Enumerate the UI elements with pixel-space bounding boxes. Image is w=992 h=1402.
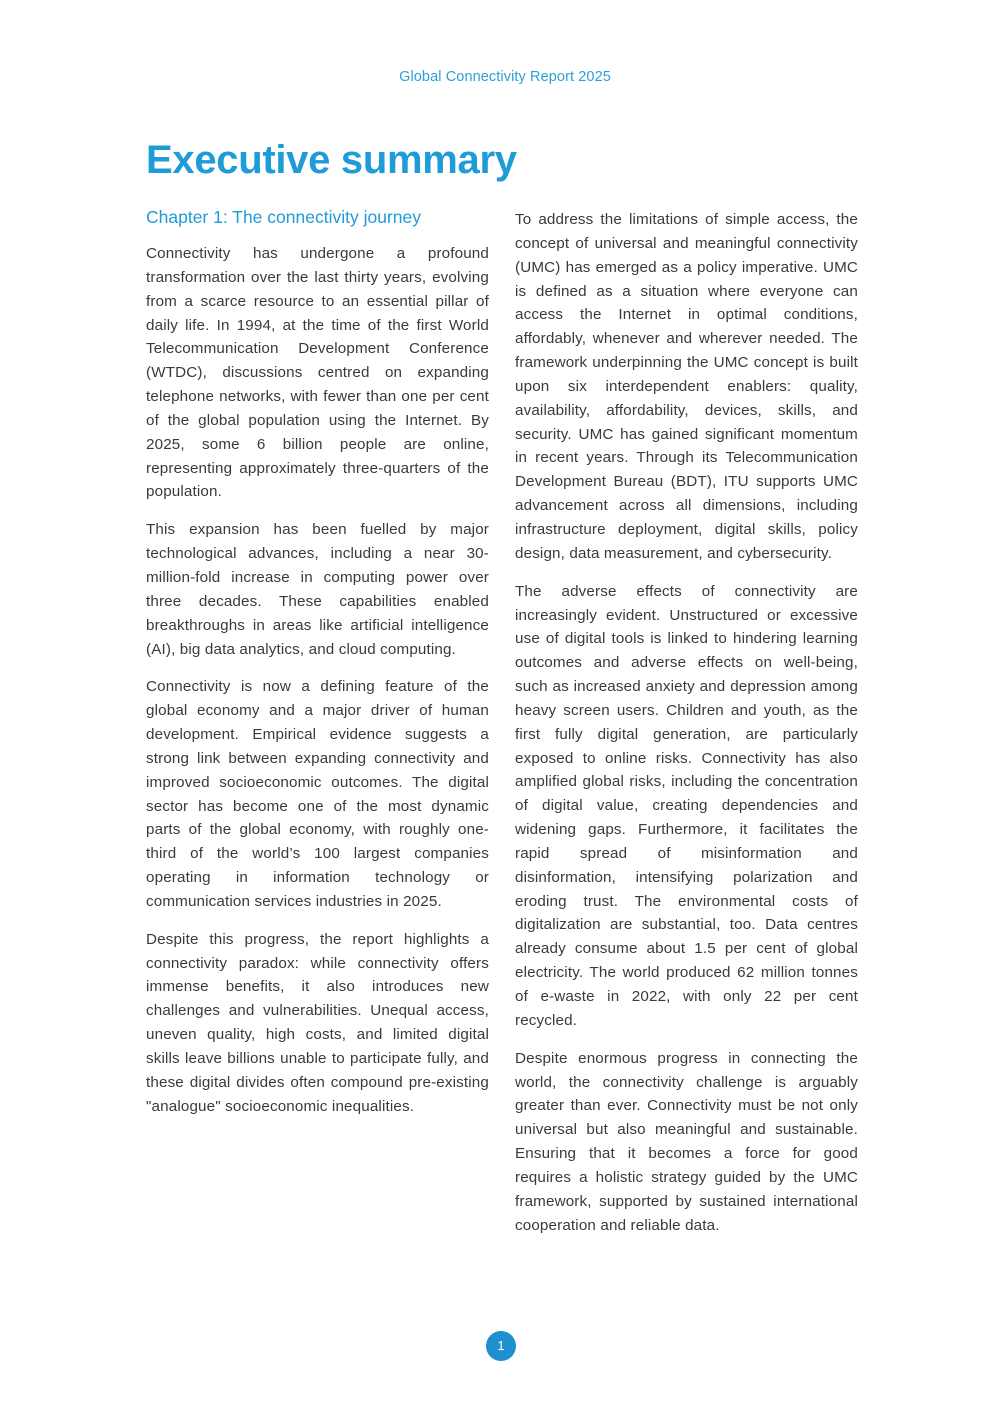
- page-title: Executive summary: [146, 138, 517, 182]
- paragraph: Despite this progress, the report highlights a connectivity paradox: while connectivity offers immense benefits, it also introduces new challenges and vulnerabilities. Unequal access, uneven quality, high costs, and limited digital skills leave billions unable to participate fully, and these digital divides often compound pre-existing "analogue" socioeconomic inequalities.: [146, 930, 489, 1115]
- paragraph: The adverse effects of connectivity are increasingly evident. Unstructured or excessive use of digital tools is linked to hindering learning outcomes and adverse effects on well-being, such as increased anxiety and depression among heavy screen users. Children and youth, as the first fully digital generation, are particularly exposed to online risks. Connectivity has also amplified global risks, including the concentration of digital value, creating dependencies and widening gaps. Furthermore, it facilitates the rapid spread of misinformation and disinformation, intensifying polarization and eroding trust. The environmental costs of digitalization are substantial, too. Data centres already consume about 1.5 per cent of global electricity. The world produced 62 million tonnes of e-waste in 2022, with only 22 per cent recycled.: [515, 582, 858, 1029]
- paragraph: Despite enormous progress in connecting the world, the connectivity challenge is arguably greater than ever. Connectivity must be not only universal but also meaningful and sustainable. Ensuring that it becomes a force for good requires a holistic strategy guided by the UMC framework, supported by sustained international cooperation and reliable data.: [515, 1049, 858, 1234]
- left-column: [146, 206, 489, 1133]
- paragraph: Connectivity is now a defining feature of the global economy and a major driver of human development. Empirical evidence suggests a strong link between expanding connectivity and improved socioeconomic outcomes. The digital sector has become one of the most dynamic parts of the global economy, with roughly one-third of the world’s 100 largest companies operating in information technology or communication services industries in 2025.: [146, 678, 489, 910]
- paragraph: This expansion has been fuelled by major technological advances, including a near 30-million-fold increase in computing power over three decades. These capabilities enabled breakthroughs in areas like artificial intelligence (AI), big data analytics, and cloud computing.: [146, 521, 489, 658]
- right-column: [515, 208, 858, 1251]
- running-header: Global Connectivity Report 2025: [399, 69, 611, 85]
- page-number-badge: 1: [486, 1331, 516, 1361]
- paragraph: Connectivity has undergone a profound transformation over the last thirty years, evolving from a scarce resource to an essential pillar of daily life. In 1994, at the time of the first World Telecommunication Development Conference (WTDC), discussions centred on expanding telephone networks, with fewer than one per cent of the global population using the Internet. By 2025, some 6 billion people are online, representing approximately three-quarters of the population.: [146, 245, 489, 501]
- chapter-heading: Chapter 1: The connectivity journey: [146, 207, 421, 227]
- paragraph: To address the limitations of simple access, the concept of universal and meaningful connectivity (UMC) has emerged as a policy imperative. UMC is defined as a situation where everyone can access the Internet in optimal conditions, affordably, whenever and wherever needed. The framework underpinning the UMC concept is built upon six interdependent enablers: quality, availability, affordability, devices, skills, and security. UMC has gained significant momentum in recent years. Through its Telecommunication Development Bureau (BDT), ITU supports UMC advancement across all dimensions, including infrastructure deployment, digital skills, policy design, data measurement, and cybersecurity.: [515, 211, 858, 562]
